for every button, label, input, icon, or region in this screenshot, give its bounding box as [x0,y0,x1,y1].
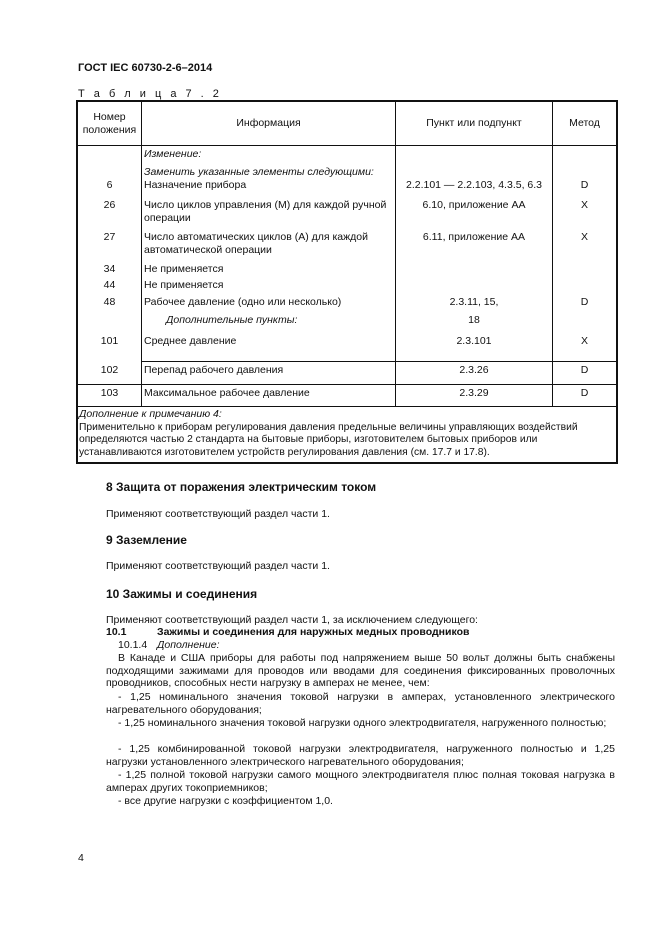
col-header-num: Номер положения [82,111,137,136]
section-10-1-4-num: 10.1.4 [118,639,148,651]
bullet-item: - 1,25 комбинированной токовой нагрузки электродвигателя, нагруженного полностью и 1,25 нагрузки установленного электрического нагревательного оборудования; [106,743,615,768]
row-info: Назначение прибора [144,179,247,191]
section-10-1-num: 10.1 [106,626,127,638]
row-num: 34 [103,263,116,275]
row-point: 2.3.26 [459,364,489,376]
row-point: 2.3.29 [459,387,489,399]
row-num: 26 [103,199,116,211]
note-divider [78,406,616,407]
row-info: Рабочее давление (одно или несколько) [144,296,342,308]
row-num: 103 [100,387,119,399]
row-info: Не применяется [144,263,224,275]
col-header-info: Информация [236,117,301,129]
section-10-1-4-label: Дополнение: [157,639,220,651]
row-num: 27 [103,231,116,243]
row-divider [78,384,616,385]
replace-label: Заменить указанные элементы следующими: [144,166,374,178]
row-point: 2.2.101 — 2.2.103, 4.3.5, 6.3 [405,179,543,191]
row-divider [141,361,616,362]
section-9-title: 9 Заземление [106,533,187,547]
section-8-title: 8 Защита от поражения электрическим током [106,480,377,494]
row-method: X [580,231,588,243]
note-text: Применительно к приборам регулирования давления предельные величины управляющих воздействий определяются частью 2 стандарта на бытовые приборы, изготовителем бытовых приборов или устанавливаются изготовителем устройств регулирования давления (см. 17.7 и 17.8). [79,422,578,458]
section-8-text: Применяют соответствующий раздел части 1. [106,508,330,520]
row-info: Среднее давление [144,335,237,347]
table-7-2 [76,100,618,464]
page-number: 4 [78,852,84,864]
row-method: X [580,199,588,211]
row-method: D [580,296,589,308]
row-info: Не применяется [144,279,224,291]
row-info: Число циклов управления (М) для каждой ручной операции [144,199,387,224]
table-caption: Т а б л и ц а 7 . 2 [78,88,222,100]
row-num: 48 [103,296,116,308]
row-num: 6 [106,179,113,191]
header-divider [78,145,616,146]
section-10-text: Применяют соответствующий раздел части 1, за исключением следующего: [106,614,478,626]
row-info: Перепад рабочего давления [144,364,284,376]
bullet-item: - 1,25 номинального значения токовой нагрузки в амперах, установленного электрического нагревательного оборудования; [106,691,615,716]
document-header: ГОСТ IEC 60730-2-6–2014 [78,62,213,74]
section-10-title: 10 Зажимы и соединения [106,587,258,601]
bullet-item: - 1,25 номинального значения токовой нагрузки одного электродвигателя, нагруженного полностью; [118,717,607,729]
extra-points-label: Дополнительные пункты: [166,314,298,326]
row-method: X [580,335,588,347]
row-method: D [580,364,589,376]
row-point: 6.10, приложение АА [422,199,526,211]
row-point: 2.3.101 [456,335,492,347]
bullet-item: - 1,25 полной токовой нагрузки самого мощного электродвигателя плюс полная токовая нагрузка в амперах других токоприемников; [106,769,615,794]
bullet-item: - все другие нагрузки с коэффициентом 1,0. [118,795,333,807]
row-num: 102 [100,364,119,376]
col-header-method: Метод [569,117,600,129]
section-10-1-4-text: В Канаде и США приборы для работы под напряжением выше 50 вольт должны быть снабжены подходящими зажимами для проводов или вводами для соединения фиксированных проволочных проводников, способных нести нагрузку в амперах не менее, чем: [106,652,615,690]
row-info: Максимальное рабочее давление [144,387,310,399]
row-method: D [580,179,589,191]
row-point: 6.11, приложение АА [422,231,526,243]
row-info: Число автоматических циклов (А) для каждой автоматической операции [144,231,368,256]
row-method: D [580,387,589,399]
note-label: Дополнение к примечанию 4: [79,408,222,420]
row-point-cont: 18 [468,314,480,326]
section-10-1-title: Зажимы и соединения для наружных медных проводников [157,626,470,638]
change-label: Изменение: [144,148,202,160]
row-point: 2.3.11, 15, [449,296,499,308]
col-header-point: Пункт или подпункт [426,117,522,129]
section-9-text: Применяют соответствующий раздел части 1. [106,560,330,572]
row-num: 101 [100,335,119,347]
row-num: 44 [103,279,116,291]
